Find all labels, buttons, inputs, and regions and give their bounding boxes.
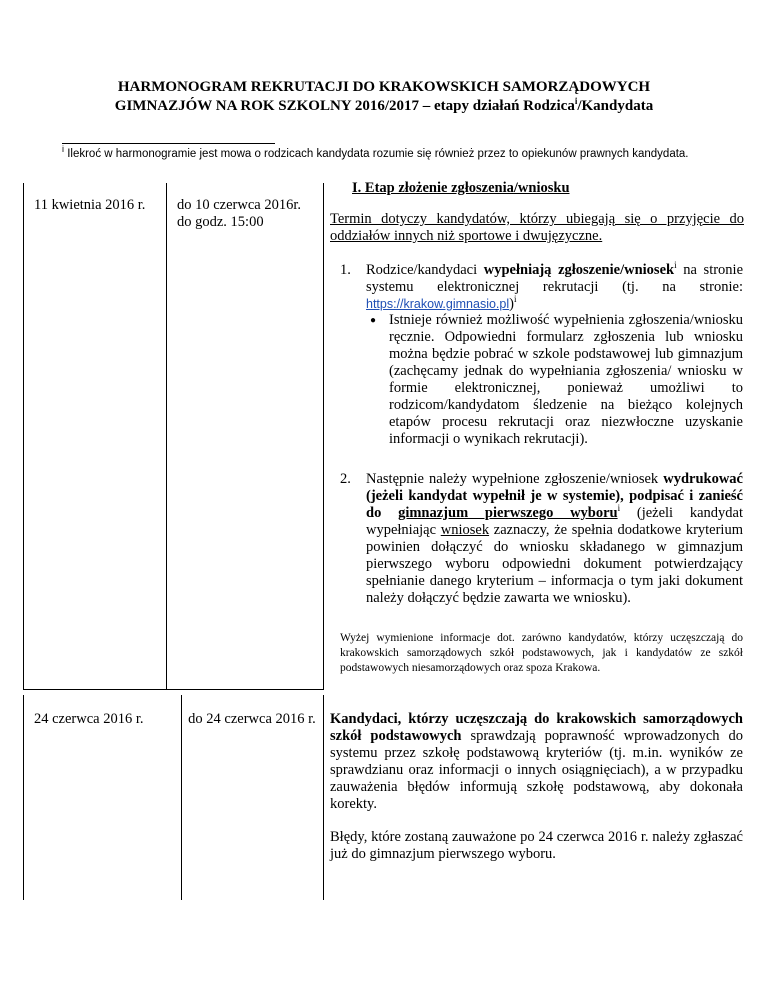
- title-line-2-suffix: /Kandydata: [577, 98, 654, 114]
- row1-date-start: 11 kwietnia 2016 r.: [34, 197, 146, 213]
- table-border-bottom-col2: [166, 689, 324, 690]
- footnote: [62, 144, 708, 162]
- row2-regular-text: sprawdzają poprawność wprowadzonych do systemu przez szkołę podstawową kryteriów (tj. m.in. wyników ze sprawdzianu oraz informacji o innych osiągnięciach), a w przypadku zauważenia błędów informują szkołę podstawową, aby dokonała korekty.: [330, 728, 743, 812]
- title-line-2: [60, 97, 708, 116]
- title-line-2-text: GIMNAZJÓW NA ROK SZKOLNY 2016/2017 – etapy działań Rodzica: [114, 98, 575, 114]
- item1-bold: wypełniają zgłoszenie/wniosek: [483, 262, 675, 278]
- item1-number: 1.: [340, 262, 351, 278]
- table-border-bottom-col1: [23, 689, 167, 690]
- item2-text: [366, 471, 743, 607]
- row2-bold-text: Kandydaci, którzy uczęszczają do krakowskich samorządowych szkół podstawowych: [330, 711, 743, 744]
- item2-text-c: zaznaczy, że spełnia dodatkowe kryterium powinien dołączyć do wniosku składanego w gimnazjum pierwszego wyboru odpowiedni dokument potwierdzający spełnianie danego kryterium – informacja o tym jaki dokument należy dołączyć będzie zawarta we wniosku).: [366, 522, 743, 606]
- table-border-col2-row2: [323, 695, 324, 900]
- row2-text2: Błędy, które zostaną zauważone po 24 czerwca 2016 r. należy zgłaszać już do gimnazjum pierwszego wyboru.: [330, 829, 743, 862]
- row1-date-end: [177, 197, 317, 231]
- footnote-marker: i: [62, 144, 64, 155]
- item2-number: 2.: [340, 471, 351, 487]
- row2-date-end: do 24 czerwca 2016 r.: [188, 711, 316, 727]
- row2-date-start: 24 czerwca 2016 r.: [34, 711, 144, 727]
- recruitment-link[interactable]: https://krakow.gimnasio.pl: [366, 297, 510, 311]
- row1-date-end-line2: do godz. 15:00: [177, 214, 264, 230]
- table-border-left-row2: [23, 695, 24, 900]
- item2-text-a: Następnie należy wypełnione zgłoszenie/wniosek: [366, 471, 664, 487]
- item1-footnote-ref: i: [674, 260, 677, 271]
- footnote-ref: i: [574, 96, 578, 106]
- section-title: [352, 180, 570, 197]
- row1-date-end-line1: do 10 czerwca 2016r.: [177, 197, 302, 213]
- item2-bold-underline: gimnazjum pierwszego wyboru: [398, 505, 618, 521]
- table-border-col1-row2: [181, 695, 182, 900]
- bullet-text: Istnieje również możliwość wypełnienia zgłoszenia/wniosku ręcznie. Odpowiedni formularz zgłoszenia lub wniosku można będzie pobrać w szkole podstawowej lub gimnazjum (zachęcamy jednak do wypełniania zgłoszenia/ wniosku w formie elektronicznej, ponieważ umożliwi to rodzicom/kandydatom śledzenie na bieżąco kolejnych etapów procesu rekrutacji oraz niezwłoczne uzyskanie informacji o wynikach rekrutacji).: [389, 312, 743, 447]
- item1-footnote-ref-2: i: [513, 294, 517, 305]
- row1-note: Wyżej wymienione informacje dot. zarówno kandydatów, którzy uczęszczają do krakowskich samorządowych szkół podstawowych, jak i kandydatów ze szkół podstawowych niesamorządowych oraz spoza Krakowa.: [340, 632, 743, 674]
- item1-text-c: ): [509, 296, 514, 312]
- item2-text-b: (jeżeli kandydat wypełniając: [366, 505, 743, 538]
- footnote-divider: [62, 143, 275, 144]
- item2-footnote-ref: i: [617, 503, 621, 514]
- item1-text-a: Rodzice/kandydaci: [366, 262, 484, 278]
- item2-bold: wydrukować (jeżeli kandydat wypełnił je w systemie), podpisać i zanieść do: [366, 471, 743, 521]
- item1-text: [366, 262, 743, 313]
- item1-text-b: na stronie systemu elektronicznej rekrutacji (tj. na stronie:: [366, 262, 744, 295]
- table-border-left: [23, 183, 24, 689]
- page-title: [60, 78, 708, 116]
- footnote-text: Ilekroć w harmonogramie jest mowa o rodzicach kandydata rozumie się również przez to opiekunów prawnych kandydata.: [67, 148, 689, 160]
- item2-underline: wniosek: [440, 522, 490, 538]
- title-line-1: HARMONOGRAM REKRUTACJI DO KRAKOWSKICH SAMORZĄDOWYCH: [117, 79, 651, 95]
- row1-intro: Termin dotyczy kandydatów, którzy ubiegają się o przyjęcie do oddziałów innych niż sportowe i dwujęzyczne.: [330, 211, 744, 244]
- table-border-col2: [323, 183, 324, 689]
- table-border-col1: [166, 183, 167, 689]
- bullet-dot-icon: ●: [370, 315, 377, 326]
- row2-text: [330, 711, 743, 813]
- section-title-text: I. Etap złożenie zgłoszenia/wniosku: [352, 180, 570, 196]
